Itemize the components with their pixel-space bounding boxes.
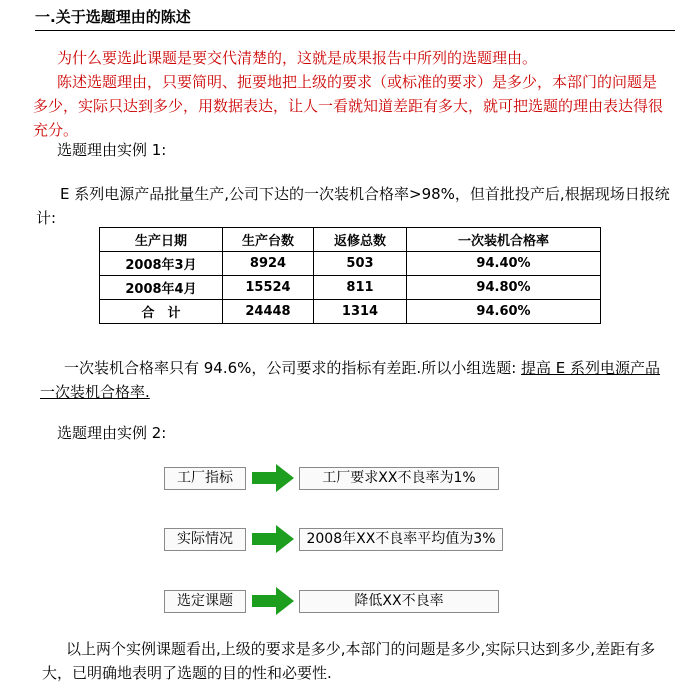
intro-paragraph-1: 为什么要选此课题是要交代清楚的，这就是成果报告中所列的选题理由。 — [57, 49, 538, 67]
cell-units: 8924 — [223, 252, 314, 276]
table-header-row — [100, 228, 601, 252]
example1-conclusion — [40, 356, 672, 404]
cell-date: 2008年4月 — [100, 276, 223, 300]
col-header-units: 生产台数 — [223, 228, 314, 252]
flow-right-box-2: 2008年XX不良率平均值为3% — [299, 528, 503, 551]
right-arrow-icon — [252, 525, 294, 553]
cell-repairs: 503 — [314, 252, 407, 276]
cell-units: 24448 — [223, 300, 314, 324]
table-row — [100, 276, 601, 300]
conclusion-topic: 提高 E 系列电源产品一次装机合格率. — [40, 359, 661, 401]
cell-repairs: 1314 — [314, 300, 407, 324]
table-total-row — [100, 300, 601, 324]
section-title: 一.关于选题理由的陈述 — [35, 6, 675, 31]
cell-date: 合 计 — [100, 300, 223, 324]
summary-paragraph: 以上两个实例课题看出,上级的要求是多少,本部门的问题是多少,实际只达到多少,差距有多大，已明确地表明了选题的目的性和必要性. — [42, 640, 656, 682]
example2-label: 选题理由实例 2: — [57, 424, 167, 442]
intro-paragraph-2: 陈述选题理由，只要简明、扼要地把上级的要求（或标准的要求）是多少，本部门的问题是多少，实际只达到多少，用数据表达，让人一看就知道差距有多大，就可把选题的理由表达得很充分。 — [33, 73, 664, 139]
example1-label: 选题理由实例 1: — [57, 141, 167, 159]
cell-units: 15524 — [223, 276, 314, 300]
cell-pass-rate: 94.40% — [407, 252, 601, 276]
col-header-pass-rate: 一次装机合格率 — [407, 228, 601, 252]
cell-pass-rate: 94.80% — [407, 276, 601, 300]
cell-date: 2008年3月 — [100, 252, 223, 276]
example1-description: E 系列电源产品批量生产,公司下达的一次装机合格率>98%，但首批投产后,根据现场日报统计: — [36, 185, 670, 227]
right-arrow-icon — [252, 587, 294, 615]
flow-right-box-1: 工厂要求XX不良率为1% — [299, 467, 499, 490]
flow-left-box-3: 选定课题 — [164, 590, 246, 613]
flow-left-box-1: 工厂指标 — [164, 467, 246, 490]
flow-right-box-3: 降低XX不良率 — [299, 590, 499, 613]
production-stats-table — [99, 227, 601, 324]
conclusion-text: 一次装机合格率只有 94.6%，公司要求的指标有差距.所以小组选题: — [64, 359, 522, 377]
right-arrow-icon — [252, 464, 294, 492]
col-header-date: 生产日期 — [100, 228, 223, 252]
flow-left-box-2: 实际情况 — [164, 528, 246, 551]
cell-pass-rate: 94.60% — [407, 300, 601, 324]
cell-repairs: 811 — [314, 276, 407, 300]
col-header-repairs: 返修总数 — [314, 228, 407, 252]
table-row — [100, 252, 601, 276]
